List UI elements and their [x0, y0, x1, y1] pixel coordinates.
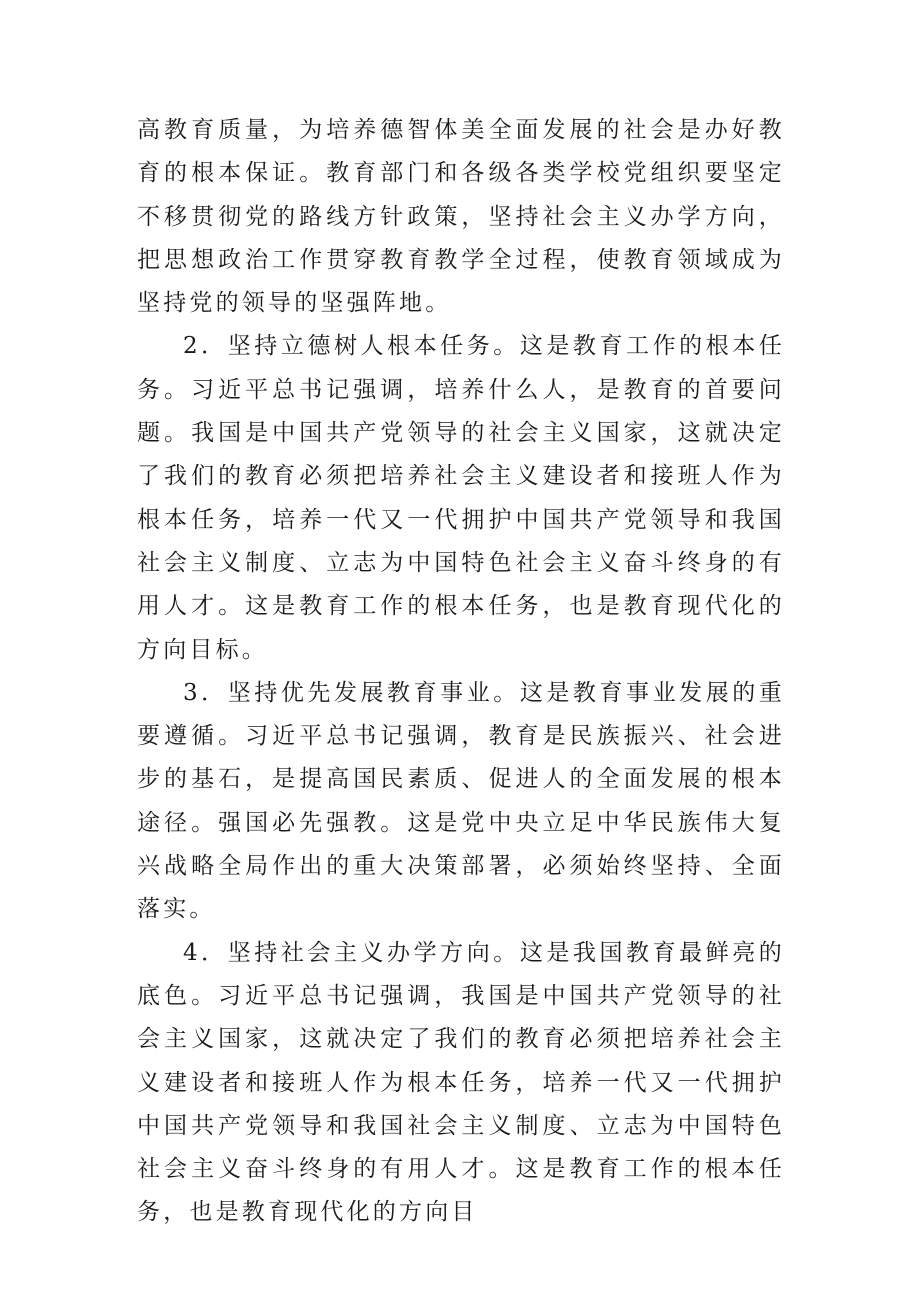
paragraph-3: 3．坚持优先发展教育事业。这是教育事业发展的重要遵循。习近平总书记强调，教育是民族振兴、社会进步的基石，是提高国民素质、促进人的全面发展的根本途径。强国必先强教。这是党中央立足中华民族伟大复兴战略全局作出的重大决策部署，必须始终坚持、全面落实。 [137, 679, 785, 923]
paragraph-2: 2．坚持立德树人根本任务。这是教育工作的根本任务。习近平总书记强调，培养什么人，是教育的首要问题。我国是中国共产党领导的社会主义国家，这就决定了我们的教育必须把培养社会主义建设者和接班人作为根本任务，培养一代又一代拥护中国共产党领导和我国社会主义制度、立志为中国特色社会主义奋斗终身的有用人才。这是教育工作的根本任务，也是教育现代化的方向目标。 [137, 333, 785, 663]
paragraph-1: 高教育质量，为培养德智体美全面发展的社会是办好教育的根本保证。教育部门和各级各类学校党组织要坚定不移贯彻党的路线方针政策，坚持社会主义办学方向，把思想政治工作贯穿教育教学全过程，使教育领域成为坚持党的领导的坚强阵地。 [137, 117, 785, 317]
paragraph-4: 4．坚持社会主义办学方向。这是我国教育最鲜亮的底色。习近平总书记强调，我国是中国共产党领导的社会主义国家，这就决定了我们的教育必须把培养社会主义建设者和接班人作为根本任务，培养一代又一代拥护中国共产党领导和我国社会主义制度、立志为中国特色社会主义奋斗终身的有用人才。这是教育工作的根本任务，也是教育现代化的方向目 [137, 939, 785, 1226]
document-body [137, 109, 785, 1235]
